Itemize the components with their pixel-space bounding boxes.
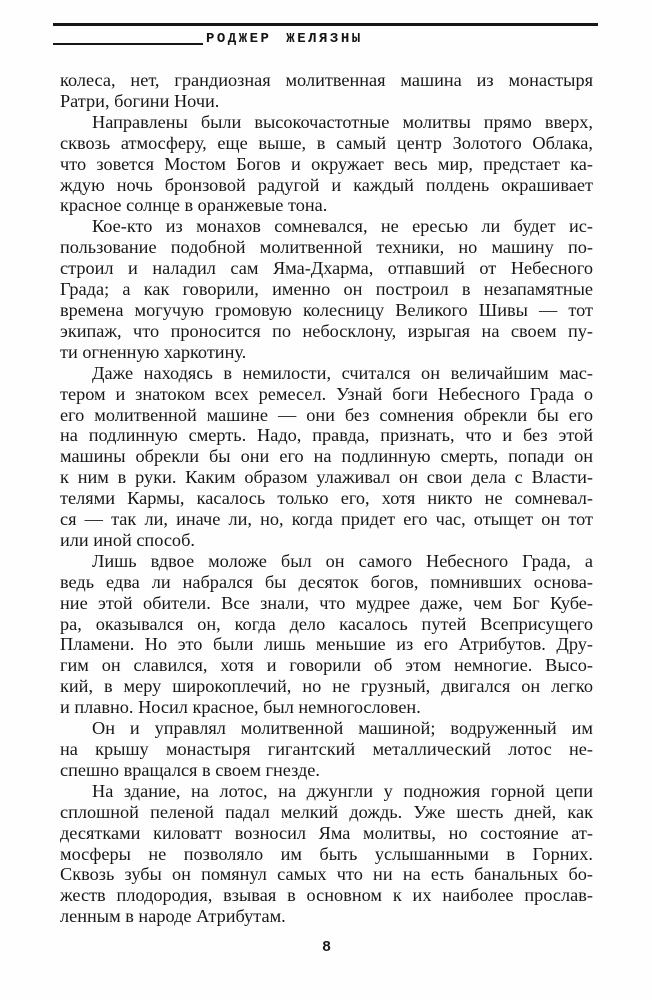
text-line: Ратри, богини Ночи. [60, 90, 220, 111]
text-line: строил и наладил сам Яма-Дхарма, отпавший от Небесного [60, 258, 593, 279]
text-line: пользование подобной молитвенной техники, но машину по- [60, 237, 593, 258]
text-line: ти огненную харкотину. [60, 341, 247, 362]
running-head [53, 32, 598, 47]
text-line: гим он славился, хотя и говорили об этом немногие. Высо- [60, 655, 593, 676]
text-line: что зовется Мостом Богов и окружает весь мир, предстает ка- [60, 153, 593, 174]
text-line: ленным в народе Атрибутам. [60, 906, 286, 927]
text-line: Лишь вдвое моложе был он самого Небесного Града, а [92, 550, 593, 571]
text-line: его молитвенной машине — они без сомнения обрекли бы его [60, 404, 593, 425]
text-line: на крышу монастыря гигантский металлический лотос не- [60, 739, 593, 759]
text-line: сплошной пеленой падал мелкий дождь. Уже шесть дней, как [60, 801, 593, 822]
text-line: Он и управлял молитвенной машиной; водруженный им [92, 718, 593, 739]
text-line: ведь едва ли набрался бы десяток богов, помнивших основа- [60, 571, 593, 592]
text-line: Направлены были высокочастотные молитвы прямо вверх, [92, 111, 593, 132]
text-line: ние этой обители. Все знали, что мудрее даже, чем Бог Кубе- [60, 592, 593, 613]
text-line: Сквозь зубы он помянул самых что ни на есть банальных бо- [60, 864, 593, 885]
text-line: телями Кармы, касалось только его, хотя никто не сомневал- [60, 488, 593, 509]
text-line: Града; а как говорили, именно он построил в незапамятные [60, 279, 593, 300]
text-line: времена могучую громовую колесницу Великого Шивы — тот [60, 299, 593, 320]
text-line: кий, в меру широкоплечий, но не грузный, двигался он легко [60, 676, 593, 697]
text-line: ждую ночь бронзовой радугой и каждый полдень окрашивает [60, 174, 593, 195]
text-line: Пламени. Но это были лишь меньшие из его Атрибутов. Дру- [60, 634, 593, 655]
text-line: к ним в руки. Каким образом улаживал он свои дела с Власти- [60, 467, 593, 488]
text-line: сквозь атмосферу, еще выше, в самый центр Золотого Облака, [60, 132, 593, 153]
text-line: тером и знатоком всех ремесел. Узнай боги Небесного Града о [60, 383, 593, 404]
text-line: жеств плодородия, взывая в основном к их наиболее прослав- [60, 885, 593, 906]
text-line: На здание, на лотос, на джунгли у подножия горной цепи [92, 780, 593, 801]
text-line: спешно вращался в своем гнезде. [60, 759, 320, 780]
page-number: 8 [322, 938, 331, 955]
text-line: мосферы не позволяло им быть услышанными в Горних. [60, 843, 593, 864]
text-line: Кое-кто из монахов сомневался, не ересью ли будет ис- [92, 216, 593, 237]
text-line: на подлинную смерть. Надо, правда, признать, что и без этой [60, 425, 593, 446]
text-line: или иной способ. [60, 529, 195, 550]
text-line: ра, оказывался он, когда дело касалось путей Всеприсущего [60, 613, 593, 634]
top-rule-divider [53, 23, 598, 26]
text-line: машины обрекли бы они его на подлинную смерть, попади он [60, 446, 593, 467]
text-line: и плавно. Носил красное, был немногословен. [60, 697, 421, 718]
text-line: экипаж, что проносится по небосклону, изрыгая на своем пу- [60, 320, 593, 341]
text-line: колеса, нет, грандиозная молитвенная машина из монастыря [60, 70, 593, 90]
header-underline-rule [53, 43, 203, 45]
text-line: десятками киловатт возносил Яма молитвы, но состояние ат- [60, 822, 593, 843]
text-line: красное солнце в оранжевые тона. [60, 195, 328, 216]
text-line: ся — так ли, иначе ли, но, когда придет его час, отыщет он тот [60, 509, 593, 530]
author-running-head: РОДЖЕР ЖЕЛЯЗНЫ [206, 31, 363, 47]
text-line: Даже находясь в немилости, считался он величайшим мас- [92, 362, 593, 383]
body-text [60, 70, 593, 927]
